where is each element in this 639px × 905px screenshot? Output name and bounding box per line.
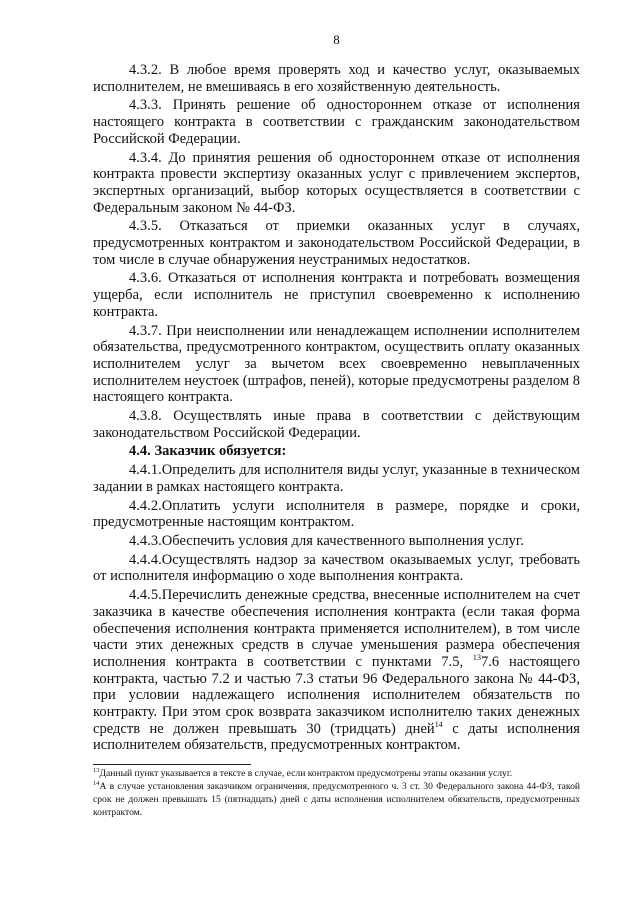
paragraph-text: Отказаться от приемки оказанных услуг в случаях, предусмотренных контрактом и законодательством Российской Федерации, в том числе в случае обнаружения неустранимых недостатков. — [93, 218, 580, 268]
paragraph-number: 4.4. — [129, 443, 151, 460]
paragraph-number: 4.3.3. — [129, 97, 162, 114]
paragraph-text: До принятия решения об одностороннем отказе от исполнения контракта провести экспертизу оказанных услуг с привлечением экспертов, экспертных организаций, выбор которых осуществляется в соответствии с Федеральным законом № 44-ФЗ. — [93, 149, 580, 216]
paragraph — [93, 62, 580, 95]
paragraph-text: Определить для исполнителя виды услуг, указанные в техническом задании в рамках настоящего контракта. — [93, 462, 580, 495]
footnote-13 — [93, 768, 580, 781]
paragraph-4-4-5 — [93, 587, 580, 754]
paragraph — [93, 97, 580, 147]
paragraph — [93, 218, 580, 268]
paragraph — [93, 552, 580, 585]
paragraph-number: 4.3.8. — [129, 408, 162, 425]
paragraph — [93, 408, 580, 441]
footnote-ref-13: 13 — [472, 653, 481, 663]
footnotes — [93, 768, 580, 819]
paragraph-number: 4.4.5. — [129, 587, 162, 604]
footnote-divider — [93, 764, 251, 765]
paragraph-text: 7.6 настоящего контракта, частью 7.2 и частью 7.3 статьи 96 Федерального закона № 44-ФЗ, при условии надлежащего исполнения исполнителем обязательств по контракту. При этом срок возврата заказчиком исполнителю таких денежных средств не должен превышать 30 (тридцать) дней — [93, 653, 581, 737]
paragraph-number: 4.3.2. — [129, 62, 162, 78]
footnote-mark: 14 — [93, 779, 100, 787]
paragraph-number: 4.3.6. — [129, 270, 162, 287]
paragraph-number: 4.4.4. — [129, 551, 162, 568]
footnote-text: Данный пункт указывается в тексте в случае, если контрактом предусмотрены этапы оказания услуг. — [99, 768, 513, 780]
paragraph-text: с даты исполнения исполнителем обязательств, предусмотренных контрактом. — [93, 720, 580, 754]
paragraph-text: Перечислить денежные средства, внесенные исполнителем на счет заказчика в качестве обеспечения исполнения контракта (если такая форма обеспечения исполнения контракта применяется исполнителем), в том числе части этих денежных средств в случае уменьшения размера обеспечения исполнения контракта в соответствии с пунктами 7.5, — [93, 587, 580, 670]
paragraph-number: 4.3.7. — [129, 322, 162, 339]
paragraph-number: 4.4.2. — [129, 497, 162, 514]
paragraph-number: 4.3.5. — [129, 218, 162, 235]
paragraph-text: Осуществлять надзор за качеством оказываемых услуг, требовать от исполнителя информацию о ходе выполнения контракта. — [93, 551, 580, 585]
document-body — [93, 62, 580, 585]
paragraph-text: Обеспечить условия для качественного выполнения услуг. — [161, 532, 524, 549]
paragraph-number: 4.4.3. — [129, 532, 162, 549]
footnote-mark: 13 — [93, 766, 100, 774]
paragraph — [93, 323, 580, 407]
paragraph — [93, 270, 580, 320]
paragraph-number: 4.3.4. — [129, 149, 162, 166]
paragraph-text: Осуществлять иные права в соответствии с действующим законодательством Российской Федерации. — [93, 408, 580, 441]
paragraph-number: 4.4.1. — [129, 462, 162, 479]
paragraph — [93, 462, 580, 495]
page-number: 8 — [333, 32, 340, 47]
paragraph — [93, 533, 580, 550]
paragraph-text: При неисполнении или ненадлежащем исполнении исполнителем обязательства, предусмотренного контрактом, осуществить оплату оказанных исполнителем услуг за вычетом всех своевременно невыплаченных исполнителем неустоек (штрафов, пеней), которые предусмотрены разделом 8 настоящего контракта. — [93, 322, 580, 406]
paragraph-text: В любое время проверять ход и качество услуг, оказываемых исполнителем, не вмешиваясь в его хозяйственную деятельность. — [93, 62, 580, 95]
footnote-text: А в случае установления заказчиком ограничения, предусмотренного ч. 3 ст. 30 Федерального закона 44-ФЗ, такой срок не должен превышать 15 (пятнадцать) дней с даты исполнения исполнителем обязательств, предусмотренных контрактом. — [93, 780, 580, 818]
paragraph-text: Заказчик обязуется: — [150, 443, 287, 460]
footnote-14 — [93, 781, 580, 819]
paragraph-text: Отказаться от исполнения контракта и потребовать возмещения ущерба, если исполнитель не приступил своевременно к исполнению контракта. — [93, 270, 580, 320]
paragraph-text: Оплатить услуги исполнителя в размере, порядке и сроки, предусмотренные настоящим контрактом. — [93, 497, 580, 531]
paragraph-text: Принять решение об одностороннем отказе от исполнения настоящего контракта в соответствии с гражданским законодательством Российской Федерации. — [93, 97, 580, 147]
paragraph — [93, 498, 580, 531]
paragraph — [93, 150, 580, 217]
section-heading — [93, 443, 580, 460]
footnote-ref-14: 14 — [434, 719, 443, 729]
